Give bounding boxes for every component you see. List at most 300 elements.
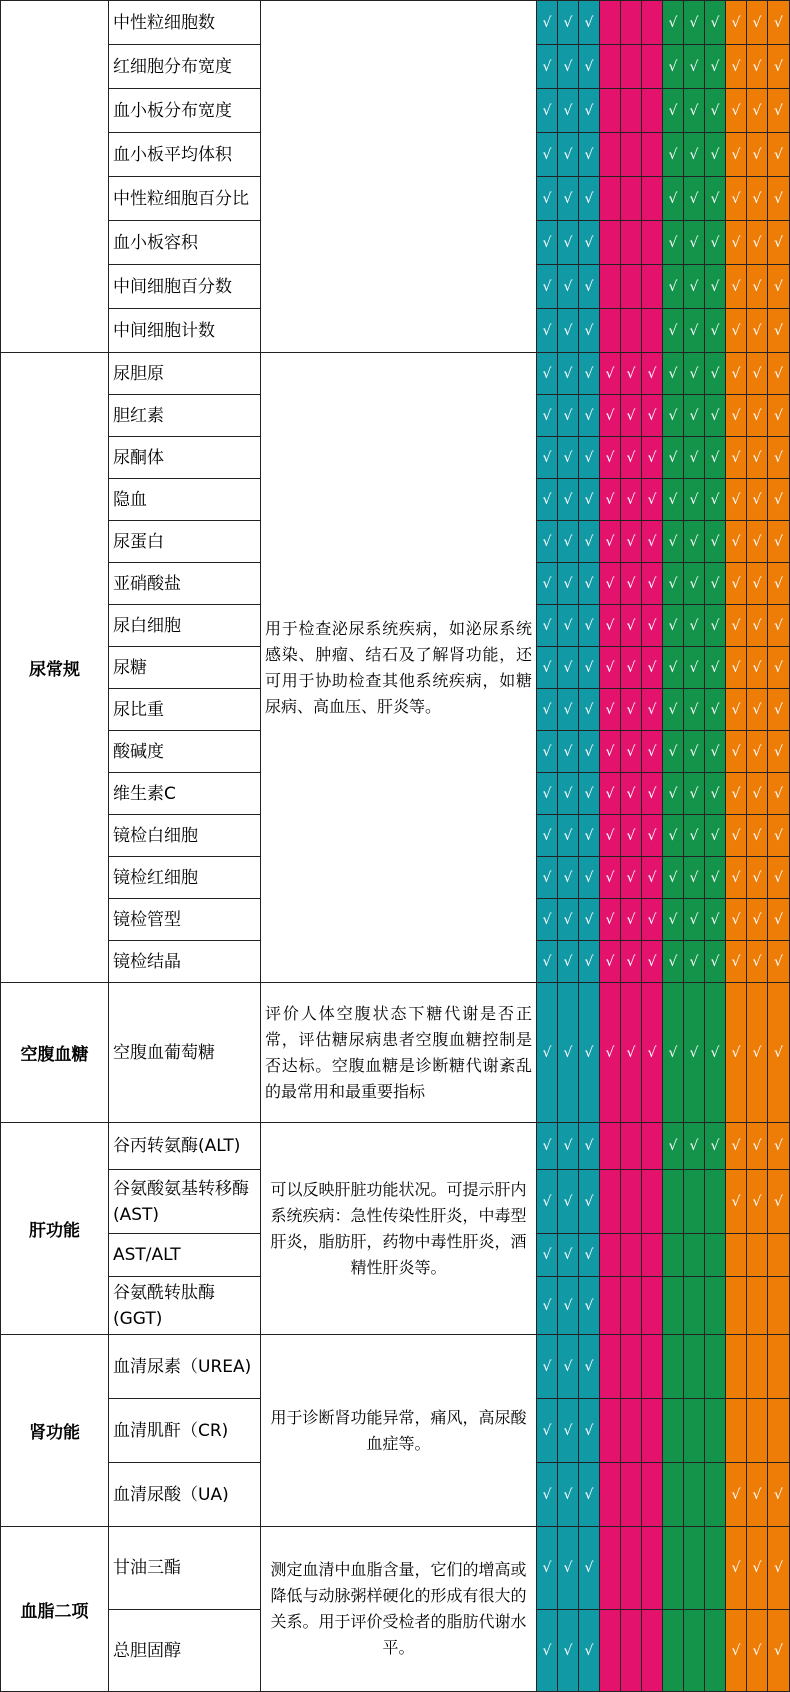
check-cell [621, 89, 642, 133]
check-mark: √ [605, 1044, 615, 1061]
check-cell [621, 177, 642, 221]
check-cell [558, 1234, 579, 1277]
check-cell [726, 815, 747, 857]
check-mark: √ [626, 953, 636, 970]
check-mark: √ [689, 407, 699, 424]
check-cell [684, 45, 705, 89]
check-mark: √ [584, 449, 594, 466]
check-cell [747, 941, 768, 983]
check-mark: √ [731, 743, 741, 760]
check-mark: √ [584, 1358, 594, 1375]
check-cell [558, 605, 579, 647]
check-cell [558, 563, 579, 605]
check-cell [684, 647, 705, 689]
check-mark: √ [605, 785, 615, 802]
check-cell [663, 1, 684, 45]
check-cell [726, 521, 747, 563]
check-cell [684, 395, 705, 437]
category-description: 可以反映肝脏功能状况。可提示肝内系统疾病：急性传染性肝炎，中毒型肝炎，脂肪肝，药物中毒性肝炎，酒精性肝炎等。 [261, 1123, 537, 1335]
check-cell [726, 1399, 747, 1463]
check-cell [684, 89, 705, 133]
check-cell [768, 983, 790, 1123]
check-mark: √ [668, 449, 678, 466]
check-cell [621, 133, 642, 177]
check-cell [768, 437, 790, 479]
check-cell [558, 1610, 579, 1692]
check-cell [663, 605, 684, 647]
check-cell [537, 857, 558, 899]
check-cell [768, 563, 790, 605]
check-mark: √ [668, 533, 678, 550]
check-cell [747, 1123, 768, 1170]
check-cell [642, 731, 663, 773]
check-cell [747, 1610, 768, 1692]
check-cell [621, 1335, 642, 1399]
check-cell [579, 1170, 600, 1234]
check-mark: √ [774, 1642, 783, 1659]
check-cell [558, 941, 579, 983]
check-cell [705, 563, 726, 605]
check-cell [684, 773, 705, 815]
check-cell [579, 1123, 600, 1170]
check-cell [663, 647, 684, 689]
check-mark: √ [689, 491, 699, 508]
check-cell [726, 1170, 747, 1234]
check-cell [705, 309, 726, 353]
check-mark: √ [752, 1486, 762, 1503]
check-cell [747, 479, 768, 521]
check-cell [726, 689, 747, 731]
check-mark: √ [731, 407, 741, 424]
item-name: 红细胞分布宽度 [109, 45, 261, 89]
check-mark: √ [605, 491, 615, 508]
check-cell [579, 605, 600, 647]
check-cell [726, 731, 747, 773]
check-cell [663, 1234, 684, 1277]
check-mark: √ [731, 1044, 741, 1061]
check-mark: √ [689, 102, 699, 119]
check-cell [621, 265, 642, 309]
check-mark: √ [542, 1044, 552, 1061]
check-cell [621, 1399, 642, 1463]
check-mark: √ [774, 14, 783, 31]
check-cell [579, 479, 600, 521]
check-mark: √ [542, 785, 552, 802]
check-mark: √ [774, 322, 783, 339]
check-mark: √ [668, 1138, 678, 1154]
item-name: 谷丙转氨酶(ALT) [109, 1123, 261, 1170]
check-mark: √ [668, 659, 678, 676]
check-mark: √ [647, 449, 657, 466]
check-mark: √ [563, 701, 573, 718]
item-name: 血小板平均体积 [109, 133, 261, 177]
check-cell [768, 857, 790, 899]
check-cell [621, 857, 642, 899]
check-cell [726, 309, 747, 353]
check-cell [621, 731, 642, 773]
check-cell [642, 605, 663, 647]
item-name: 甘油三酯 [109, 1527, 261, 1610]
check-cell [747, 437, 768, 479]
check-cell [684, 1, 705, 45]
check-mark: √ [689, 575, 699, 592]
check-cell [600, 133, 621, 177]
check-cell [768, 647, 790, 689]
category-name: 血脂二项 [1, 1527, 109, 1692]
check-cell [600, 479, 621, 521]
check-cell [705, 89, 726, 133]
check-cell [642, 1123, 663, 1170]
check-mark: √ [626, 533, 636, 550]
check-cell [726, 605, 747, 647]
check-cell [663, 479, 684, 521]
check-cell [663, 1123, 684, 1170]
check-cell [579, 1399, 600, 1463]
check-mark: √ [626, 743, 636, 760]
check-cell [621, 479, 642, 521]
table-row [1, 353, 790, 395]
check-cell [537, 221, 558, 265]
check-mark: √ [584, 407, 594, 424]
check-mark: √ [626, 701, 636, 718]
check-cell [768, 815, 790, 857]
check-cell [768, 45, 790, 89]
check-mark: √ [689, 14, 699, 31]
check-mark: √ [563, 617, 573, 634]
check-cell [726, 1, 747, 45]
check-mark: √ [731, 1193, 741, 1210]
check-cell [537, 899, 558, 941]
check-cell [705, 265, 726, 309]
check-cell [537, 309, 558, 353]
check-mark: √ [710, 869, 720, 886]
check-mark: √ [563, 365, 573, 382]
category-description: 用于检查泌尿系统疾病，如泌尿系统感染、肿瘤、结石及了解肾功能，还可用于协助检查其他系统疾病，如糖尿病、高血压、肝炎等。 [261, 353, 537, 983]
check-cell [537, 265, 558, 309]
check-cell [579, 731, 600, 773]
check-mark: √ [542, 1486, 552, 1503]
check-cell [600, 45, 621, 89]
check-cell [558, 133, 579, 177]
check-cell [621, 395, 642, 437]
check-mark: √ [542, 449, 552, 466]
check-cell [621, 647, 642, 689]
check-cell [558, 521, 579, 563]
check-cell [579, 647, 600, 689]
check-mark: √ [563, 449, 573, 466]
check-cell [537, 689, 558, 731]
check-cell [663, 45, 684, 89]
check-cell [600, 773, 621, 815]
check-mark: √ [752, 146, 762, 163]
check-cell [684, 1335, 705, 1399]
check-cell [726, 1463, 747, 1527]
check-mark: √ [689, 953, 699, 970]
check-cell [642, 1234, 663, 1277]
check-cell [642, 1610, 663, 1692]
check-mark: √ [605, 953, 615, 970]
check-mark: √ [774, 190, 783, 207]
check-mark: √ [752, 659, 762, 676]
check-cell [558, 689, 579, 731]
check-mark: √ [626, 575, 636, 592]
check-mark: √ [774, 659, 783, 676]
check-cell [747, 1527, 768, 1610]
check-mark: √ [605, 743, 615, 760]
check-cell [705, 1399, 726, 1463]
check-cell [537, 479, 558, 521]
check-cell [768, 731, 790, 773]
check-cell [579, 395, 600, 437]
check-mark: √ [647, 1044, 657, 1061]
check-mark: √ [563, 234, 573, 251]
check-cell [600, 731, 621, 773]
check-mark: √ [731, 911, 741, 928]
check-mark: √ [731, 449, 741, 466]
check-mark: √ [752, 953, 762, 970]
check-cell [726, 133, 747, 177]
check-cell [705, 1277, 726, 1335]
check-cell [705, 45, 726, 89]
category-description [261, 1, 537, 353]
item-name: 酸碱度 [109, 731, 261, 773]
check-mark: √ [542, 146, 552, 163]
check-mark: √ [731, 785, 741, 802]
check-mark: √ [731, 322, 741, 339]
check-cell [642, 899, 663, 941]
check-cell [768, 1399, 790, 1463]
check-cell [726, 1527, 747, 1610]
item-name: 尿糖 [109, 647, 261, 689]
check-cell [600, 1170, 621, 1234]
check-mark: √ [689, 659, 699, 676]
check-mark: √ [605, 449, 615, 466]
check-mark: √ [731, 146, 741, 163]
check-cell [579, 265, 600, 309]
check-cell [768, 941, 790, 983]
check-cell [558, 1399, 579, 1463]
check-cell [663, 1399, 684, 1463]
check-cell [684, 133, 705, 177]
check-cell [642, 479, 663, 521]
check-mark: √ [710, 234, 720, 251]
check-cell [558, 899, 579, 941]
check-cell [600, 353, 621, 395]
check-mark: √ [710, 102, 720, 119]
check-cell [747, 221, 768, 265]
check-mark: √ [542, 1560, 552, 1576]
check-cell [768, 133, 790, 177]
check-cell [600, 857, 621, 899]
check-mark: √ [774, 58, 783, 75]
check-cell [579, 309, 600, 353]
check-mark: √ [774, 1486, 783, 1503]
check-cell [600, 177, 621, 221]
check-cell [537, 89, 558, 133]
check-cell [684, 221, 705, 265]
check-mark: √ [668, 743, 678, 760]
check-mark: √ [584, 14, 594, 31]
check-cell [600, 1277, 621, 1335]
check-mark: √ [774, 869, 783, 886]
check-cell [600, 521, 621, 563]
check-mark: √ [668, 491, 678, 508]
check-mark: √ [563, 407, 573, 424]
check-cell [768, 689, 790, 731]
check-cell [684, 309, 705, 353]
check-mark: √ [731, 278, 741, 295]
check-mark: √ [668, 146, 678, 163]
check-mark: √ [689, 234, 699, 251]
check-cell [579, 437, 600, 479]
check-cell [663, 1170, 684, 1234]
check-mark: √ [710, 785, 720, 802]
check-mark: √ [710, 743, 720, 760]
check-mark: √ [584, 190, 594, 207]
check-cell [537, 395, 558, 437]
check-cell [642, 1463, 663, 1527]
check-cell [621, 309, 642, 353]
check-cell [768, 309, 790, 353]
check-cell [642, 983, 663, 1123]
check-mark: √ [752, 743, 762, 760]
check-cell [558, 815, 579, 857]
check-cell [600, 437, 621, 479]
check-mark: √ [626, 869, 636, 886]
check-cell [537, 731, 558, 773]
check-mark: √ [731, 533, 741, 550]
check-cell [663, 773, 684, 815]
check-mark: √ [752, 491, 762, 508]
check-cell [621, 1527, 642, 1610]
check-mark: √ [542, 14, 552, 31]
check-mark: √ [668, 911, 678, 928]
check-cell [621, 941, 642, 983]
check-cell [558, 437, 579, 479]
check-cell [747, 265, 768, 309]
check-cell [747, 647, 768, 689]
item-name: 镜检管型 [109, 899, 261, 941]
check-cell [621, 563, 642, 605]
check-mark: √ [647, 617, 657, 634]
check-mark: √ [563, 827, 573, 844]
check-cell [663, 1277, 684, 1335]
check-mark: √ [731, 1138, 741, 1154]
check-cell [663, 89, 684, 133]
check-mark: √ [752, 58, 762, 75]
check-mark: √ [710, 58, 720, 75]
check-mark: √ [752, 1138, 762, 1154]
check-cell [537, 1170, 558, 1234]
check-cell [663, 309, 684, 353]
check-cell [726, 941, 747, 983]
item-name: 尿比重 [109, 689, 261, 731]
check-cell [663, 941, 684, 983]
check-mark: √ [542, 407, 552, 424]
check-mark: √ [710, 190, 720, 207]
check-mark: √ [668, 14, 678, 31]
check-cell [579, 563, 600, 605]
check-mark: √ [584, 659, 594, 676]
item-name: 尿酮体 [109, 437, 261, 479]
check-mark: √ [563, 533, 573, 550]
check-cell [705, 479, 726, 521]
check-cell [600, 899, 621, 941]
check-mark: √ [626, 1044, 636, 1061]
table-body [1, 1, 790, 1692]
table-row [1, 983, 790, 1123]
check-mark: √ [710, 449, 720, 466]
check-mark: √ [563, 575, 573, 592]
check-mark: √ [647, 911, 657, 928]
check-cell [537, 45, 558, 89]
check-mark: √ [563, 322, 573, 339]
check-cell [558, 45, 579, 89]
check-mark: √ [689, 701, 699, 718]
check-mark: √ [752, 190, 762, 207]
check-mark: √ [563, 1193, 573, 1210]
check-mark: √ [774, 102, 783, 119]
check-mark: √ [563, 1560, 573, 1576]
check-mark: √ [563, 102, 573, 119]
check-mark: √ [647, 659, 657, 676]
item-name: 隐血 [109, 479, 261, 521]
check-cell [579, 1277, 600, 1335]
check-mark: √ [563, 1297, 573, 1314]
check-mark: √ [542, 278, 552, 295]
check-cell [621, 521, 642, 563]
check-mark: √ [563, 1358, 573, 1375]
check-mark: √ [689, 58, 699, 75]
check-mark: √ [689, 1044, 699, 1061]
check-cell [705, 1463, 726, 1527]
check-cell [768, 221, 790, 265]
check-mark: √ [689, 533, 699, 550]
check-cell [642, 521, 663, 563]
check-cell [558, 1, 579, 45]
check-mark: √ [542, 102, 552, 119]
check-mark: √ [563, 14, 573, 31]
check-cell [726, 983, 747, 1123]
check-cell [726, 265, 747, 309]
check-cell [558, 479, 579, 521]
check-cell [684, 1170, 705, 1234]
check-cell [558, 857, 579, 899]
check-cell [705, 1527, 726, 1610]
item-name: 空腹血葡萄糖 [109, 983, 261, 1123]
check-cell [768, 773, 790, 815]
check-mark: √ [752, 234, 762, 251]
check-cell [537, 605, 558, 647]
check-cell [747, 1277, 768, 1335]
check-cell [579, 1463, 600, 1527]
check-mark: √ [542, 869, 552, 886]
check-cell [537, 563, 558, 605]
check-mark: √ [542, 533, 552, 550]
check-cell [600, 1234, 621, 1277]
check-cell [663, 983, 684, 1123]
check-mark: √ [731, 701, 741, 718]
check-cell [768, 177, 790, 221]
check-cell [684, 983, 705, 1123]
check-cell [705, 773, 726, 815]
check-cell [705, 647, 726, 689]
check-mark: √ [731, 1486, 741, 1503]
check-cell [642, 177, 663, 221]
check-cell [621, 1277, 642, 1335]
check-mark: √ [542, 1193, 552, 1210]
check-cell [579, 1, 600, 45]
